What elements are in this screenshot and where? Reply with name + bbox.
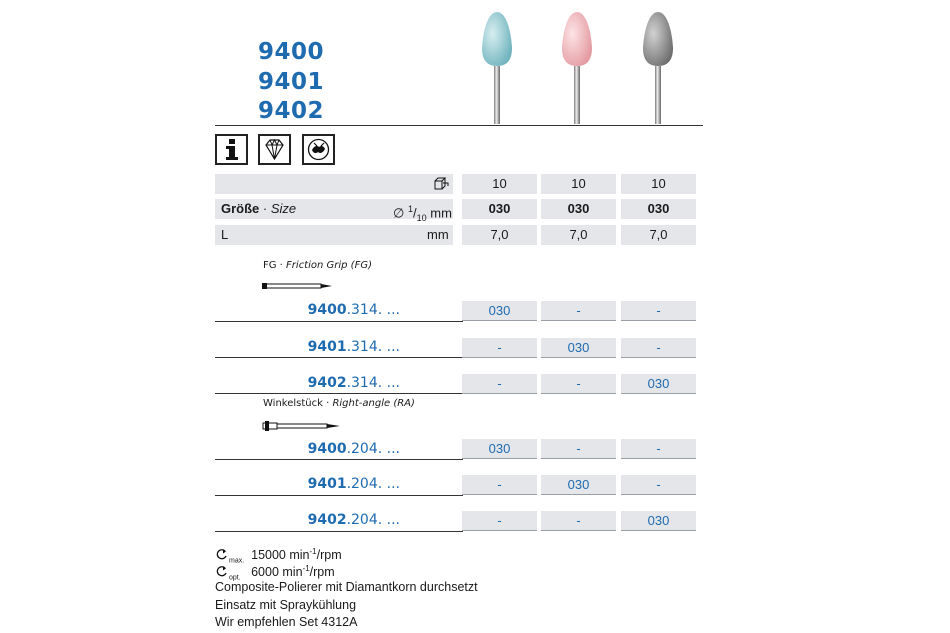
order-cell: 030 <box>621 511 696 531</box>
package-value: 10 <box>621 174 696 194</box>
package-value: 10 <box>541 174 616 194</box>
size-label: Größe · Size <box>221 201 297 216</box>
article-number: 9401.314. ... <box>307 339 400 355</box>
header-divider <box>215 125 703 126</box>
bur-9401-image <box>552 8 602 124</box>
bur-9400-head <box>482 12 512 66</box>
bur-9402-head <box>643 12 673 66</box>
product-number-9402: 9402 <box>258 98 325 124</box>
length-value: 7,0 <box>541 225 616 245</box>
order-cell: 030 <box>541 338 616 358</box>
order-cell: - <box>462 511 537 531</box>
article-number: 9400.204. ... <box>307 441 400 457</box>
ra-shank-icon <box>262 419 342 433</box>
footer-line: Composite-Polierer mit Diamantkorn durchsetzt <box>215 580 478 594</box>
rotation-icon <box>215 566 229 577</box>
footer-line: Wir empfehlen Set 4312A <box>215 615 358 629</box>
length-unit: mm <box>427 227 449 242</box>
order-cell: - <box>621 338 696 358</box>
bur-9401-head <box>562 12 592 66</box>
product-number-9400: 9400 <box>258 39 325 65</box>
row-divider <box>215 357 463 358</box>
spec-row-package <box>215 174 453 194</box>
article-number: 9401.204. ... <box>307 476 400 492</box>
fg-shank-icon <box>262 281 334 291</box>
diamond-icon <box>258 134 291 165</box>
section-label-fg: FG · Friction Grip (FG) <box>263 260 372 271</box>
size-value: 030 <box>621 199 696 219</box>
package-value: 10 <box>462 174 537 194</box>
order-cell: - <box>621 475 696 495</box>
order-cell: - <box>541 301 616 321</box>
section-label-ra: Winkelstück · Right-angle (RA) <box>263 398 415 409</box>
order-cell: - <box>541 439 616 459</box>
order-cell: - <box>541 511 616 531</box>
info-icon <box>215 134 248 165</box>
rotation-icon <box>215 549 229 560</box>
footer-line: Einsatz mit Spraykühlung <box>215 598 357 612</box>
order-cell: - <box>621 439 696 459</box>
size-unit: ∅ $^1/_{10}$ mm <box>393 204 452 223</box>
polisher-icon <box>302 134 335 165</box>
spec-row-length <box>215 225 453 245</box>
article-number: 9402.204. ... <box>307 512 400 528</box>
row-divider <box>215 393 463 394</box>
row-divider <box>215 459 463 460</box>
order-cell: 030 <box>541 475 616 495</box>
speed-max: $_{max.}$ 15000 $\min^{-1}$/rpm <box>215 543 342 571</box>
article-number: 9400.314. ... <box>307 302 400 318</box>
order-cell: - <box>541 374 616 394</box>
row-divider <box>215 321 463 322</box>
bur-9402-image <box>633 8 683 124</box>
order-cell: - <box>462 338 537 358</box>
length-value: 7,0 <box>621 225 696 245</box>
order-cell: 030 <box>462 301 537 321</box>
order-cell: - <box>462 475 537 495</box>
article-number: 9402.314. ... <box>307 375 400 391</box>
size-value: 030 <box>462 199 537 219</box>
row-divider <box>215 531 463 532</box>
length-label: L <box>221 227 229 242</box>
order-cell: 030 <box>462 439 537 459</box>
spec-row-size <box>215 199 453 223</box>
bur-9400-image <box>472 8 522 124</box>
order-cell: - <box>621 301 696 321</box>
row-divider <box>215 495 463 496</box>
order-cell: 030 <box>621 374 696 394</box>
product-number-9401: 9401 <box>258 69 325 95</box>
length-value: 7,0 <box>462 225 537 245</box>
order-cell: - <box>462 374 537 394</box>
size-value: 030 <box>541 199 616 219</box>
package-icon <box>434 177 449 190</box>
speed-opt: $_{opt.}$ 6000 $\min^{-1}$/rpm <box>215 560 335 588</box>
